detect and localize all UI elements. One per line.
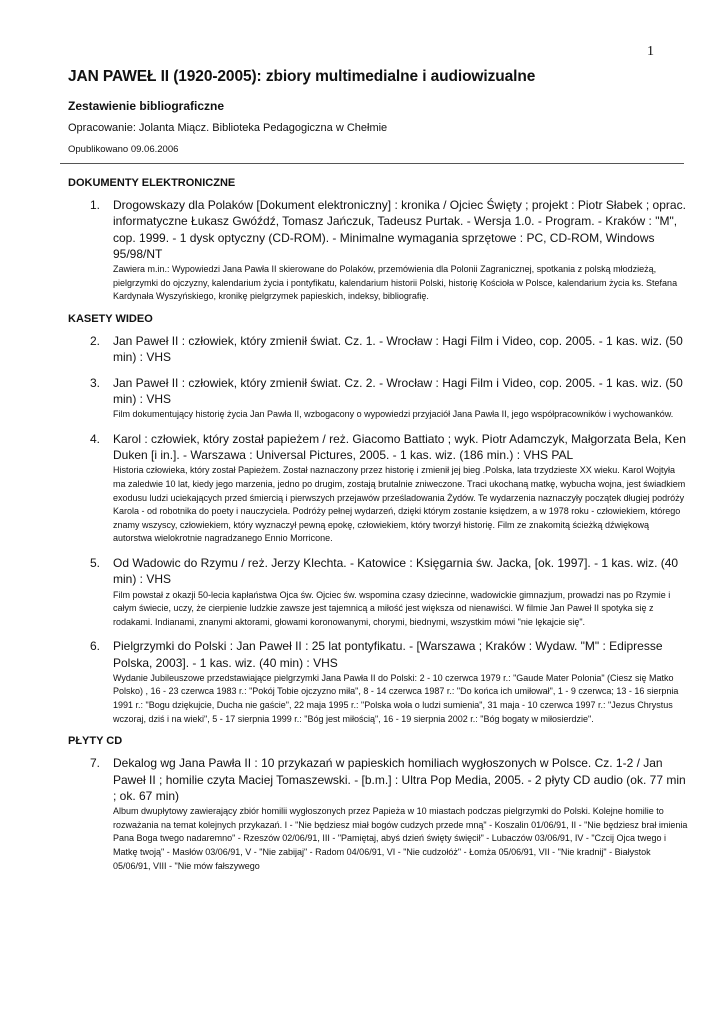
entry-citation: Drogowskazy dla Polaków [Dokument elektroniczny] : kronika / Ojciec Święty ; projekt : Piotr Słabek ; oprac. informatyczne Łukasz Gwóźdź, Tomasz Jańczuk, Tadeusz Purtak. - Wersja 1.0. - Program. - Kraków : "M", cop. 1999. - 1 dysk optyczny (CD-ROM). - Minimalne wymagania sprzętowe : PC, CD-ROM, Windows 95/98/NT	[113, 198, 686, 261]
entry-citation: Pielgrzymki do Polski : Jan Paweł II : 25 lat pontyfikatu. - [Warszawa ; Kraków : Wydaw. "M" : Edipresse Polska, 2003]. - 1 kas. wiz. (40 min) : VHS	[113, 639, 663, 670]
entry-annotation: Film powstał z okazji 50-lecia kapłaństwa Ojca św. Ojciec św. wspomina czasy dziecinne, wadowickie gimnazjum, prowadzi nas po Rzymie i całym świecie, uczy, że cierpienie ludzkie zawsze jest tajemnicą a miłość jest większa od nienawiści. W filmie Jan Paweł II spotyka się z rodakami. Indianami, znanymi aktorami, głowami koronowanymi, chorymi, biednymi, wszystkim mówi "nie lękajcie się".	[113, 589, 671, 627]
section-heading: DOKUMENTY ELEKTRONICZNE	[68, 177, 236, 189]
bibliography-entry	[68, 755, 688, 873]
bibliography-entry	[68, 555, 688, 629]
section-cd-discs	[68, 735, 688, 873]
bibliography-entry	[68, 197, 688, 304]
document-author: Opracowanie: Jolanta Miącz. Biblioteka Pedagogiczna w Chełmie	[68, 122, 388, 134]
bibliography-entry	[68, 375, 688, 422]
entry-annotation: Wydanie Jubileuszowe przedstawiające pielgrzymki Jana Pawła II do Polski: 2 - 10 czerwca 1979 r.: "Gaude Mater Polonia" (Ciesz się Matko Polsko) , 16 - 23 czerwca 1983 r.: "Pokój Tobie ojczyzno miła", 8 - 14 czerwca 1987 r.: "Do końca ich umiłował", 1 - 9 czerwca; 13 - 16 sierpnia 1991 r.: "Bogu dziękujcie, Ducha nie gaście", 22 maja 1995 r.: "Polska woła o ludzi sumienia", 31 maja - 10 czerwca 1997 r.: "Jezus Chrystus wczoraj, dziś i na wieki", 5 - 17 sierpnia 1999 r.: "Bóg jest miłością", 16 - 19 sierpnia 2002 r.: "Bóg bogaty w miłosierdzie".	[113, 672, 679, 724]
bibliography-entry	[68, 431, 688, 546]
section-video-tapes	[68, 313, 688, 726]
bibliography-entry	[68, 333, 688, 366]
entry-citation: Dekalog wg Jana Pawła II : 10 przykazań w papieskich homiliach wygłoszonych w Polsce. Cz. 1-2 / Jan Paweł II ; homilie czyta Maciej Tomaszewski. - [b.m.] : Ultra Pop Media, 2005. - 2 płyty CD audio (ok. 77 min ; ok. 67 min)	[113, 756, 686, 803]
document-body	[68, 177, 688, 882]
page-number: 1	[647, 44, 654, 59]
entry-number: 1.	[90, 198, 101, 212]
entry-citation: Jan Paweł II : człowiek, który zmienił świat. Cz. 2. - Wrocław : Hagi Film i Video, cop. 2005. - 1 kas. wiz. (50 min) : VHS	[113, 375, 683, 406]
section-heading: PŁYTY CD	[68, 735, 123, 748]
entry-citation: Jan Paweł II : człowiek, który zmienił świat. Cz. 1. - Wrocław : Hagi Film i Video, cop. 2005. - 1 kas. wiz. (50 min) : VHS	[113, 333, 683, 365]
entry-annotation: Album dwupłytowy zawierający zbiór homilii wygłoszonych przez Papieża w 10 miastach podczas pielgrzymki do Polski. Kolejne homilie to rozważania na temat kolejnych przykazań. I - "Nie będziesz miał bogów cudzych przede mną" - Koszalin 01/06/91, II - "Nie będziesz brał imienia Pana Boga twego nadaremno" - Rzeszów 02/06/91, III - "Pamiętaj, abyś dzień święty święcił" - Lubaczów 03/06/91, IV - "Czcij Ojca twego i Matkę twoją" - Masłów 03/06/91, V - "Nie zabijaj" - Radom 04/06/91, VI - "Nie cudzołóż" - Łomża 05/06/91, VII - "Nie kradnij" - Białystok 05/06/91, VIII - "Nie mów fałszywego	[113, 806, 688, 871]
entry-citation: Od Wadowic do Rzymu / reż. Jerzy Klechta. - Katowice : Księgarnia św. Jacka, [ok. 1997]. - 1 kas. wiz. (40 min) : VHS	[113, 555, 679, 587]
document-subtitle: Zestawienie bibliograficzne	[68, 99, 225, 113]
publication-date: Opublikowano 09.06.2006	[68, 144, 179, 155]
section-electronic-documents	[68, 177, 688, 304]
entry-number: 3.	[90, 375, 101, 390]
document-header	[68, 68, 688, 155]
document-title: JAN PAWEŁ II (1920-2005): zbiory multimedialne i audiowizualne	[68, 68, 536, 85]
bibliography-entry	[68, 638, 688, 726]
entry-number: 7.	[90, 756, 101, 771]
entry-annotation: Historia człowieka, który został Papieżem. Został naznaczony przez historię i zmienił jej bieg .Polska, lata trzydzieste XX wieku. Karol Wojtyła ma zaledwie 10 lat, kiedy jego marzenia, jedno po drugim, zostają brutalnie zniweczone. Traci ukochaną matkę, wybucha wojna, jest świadkiem exodusu ludzi uciekających przed śmiercią i pierwszych przejawów prześladowania Żydów. Te wydarzenia naznaczyły początek długiej podróży Karola - od robotnika do poety i nauczyciela. Podróży pełnej wydarzeń, dzięki którym zostanie księdzem, a w 1978 roku - człowiekiem, którego znamy wszyscy, człowiekiem, który wyznaczył pewną epokę, człowiekiem, który tworzył historię. Film ze znakomitą ścieżką dźwiękową autorstwa wielokrotnie nagradzanego Ennio Morricone.	[113, 465, 686, 544]
entry-number: 2.	[90, 333, 101, 348]
entry-annotation: Zawiera m.in.: Wypowiedzi Jana Pawła II skierowane do Polaków, przemówienia dla Polonii Zagranicznej, spotkania z polską młodzieżą, pielgrzymki do ojczyzny, kalendarium życia i pontyfikatu, kalendarium historii Polski, historię Kościoła w Polsce, kalendarium życia ks. Stefana Kardynała Wyszyńskiego, kronikę pielgrzymek papieskich, indeksy, bibliografię.	[113, 264, 678, 302]
entry-number: 4.	[90, 431, 101, 446]
entry-number: 5.	[90, 555, 101, 570]
section-heading: KASETY WIDEO	[68, 312, 153, 325]
entry-annotation: Film dokumentujący historię życia Jan Pawła II, wzbogacony o wypowiedzi przyjaciół Jana Pawła II, jego współpracowników i wychowanków.	[113, 409, 674, 420]
entry-citation: Karol : człowiek, który został papieżem / reż. Giacomo Battiato ; wyk. Piotr Adamczyk, Małgorzata Bela, Ken Duken [i in.]. - Warszawa : Universal Pictures, 2005. - 1 kas. wiz. (186 min.) : VHS PAL	[113, 431, 686, 463]
header-divider	[60, 163, 684, 164]
entry-number: 6.	[90, 639, 101, 654]
